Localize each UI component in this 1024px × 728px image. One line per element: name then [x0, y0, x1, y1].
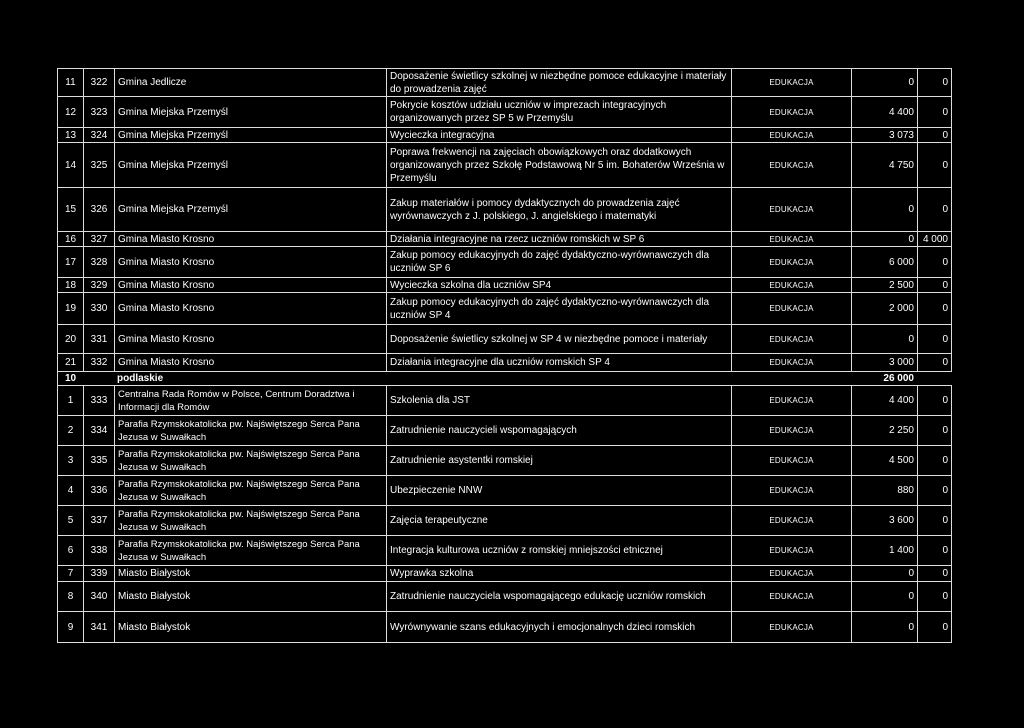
region-spacer — [731, 372, 851, 385]
row-nr: 332 — [83, 354, 114, 371]
row-amount-1: 4 400 — [851, 97, 917, 127]
row-nr: 338 — [83, 536, 114, 565]
row-category: EDUKACJA — [731, 128, 851, 142]
row-name: Gmina Miasto Krosno — [114, 247, 386, 277]
row-category: EDUKACJA — [731, 506, 851, 535]
row-nr: 336 — [83, 476, 114, 505]
row-task: Działania integracyjne dla uczniów romskich SP 4 — [386, 354, 731, 371]
row-name: Gmina Miejska Przemyśl — [114, 143, 386, 187]
row-name: Parafia Rzymskokatolicka pw. Najświętszego Serca Pana Jezusa w Suwałkach — [114, 536, 386, 565]
row-lp: 21 — [57, 354, 83, 371]
row-amount-1: 0 — [851, 232, 917, 246]
row-category: EDUKACJA — [731, 188, 851, 231]
row-amount-1: 3 073 — [851, 128, 917, 142]
grant-table — [57, 68, 952, 643]
row-task: Wycieczka szkolna dla uczniów SP4 — [386, 278, 731, 292]
row-lp: 11 — [57, 69, 83, 96]
row-name: Gmina Miasto Krosno — [114, 232, 386, 246]
row-nr: 327 — [83, 232, 114, 246]
row-name: Gmina Miejska Przemyśl — [114, 128, 386, 142]
row-nr: 326 — [83, 188, 114, 231]
table-row — [57, 278, 952, 293]
row-category: EDUKACJA — [731, 293, 851, 324]
row-amount-1: 0 — [851, 582, 917, 611]
row-amount-1: 0 — [851, 325, 917, 353]
row-name: Gmina Miasto Krosno — [114, 278, 386, 292]
row-amount-2: 0 — [917, 97, 952, 127]
row-amount-2: 0 — [917, 536, 952, 565]
row-name: Parafia Rzymskokatolicka pw. Najświętszego Serca Pana Jezusa w Suwałkach — [114, 446, 386, 475]
row-category: EDUKACJA — [731, 536, 851, 565]
row-task: Zajęcia terapeutyczne — [386, 506, 731, 535]
row-lp: 4 — [57, 476, 83, 505]
table-row — [57, 506, 952, 536]
row-name: Parafia Rzymskokatolicka pw. Najświętszego Serca Pana Jezusa w Suwałkach — [114, 416, 386, 445]
row-amount-1: 0 — [851, 69, 917, 96]
row-task: Zatrudnienie nauczycieli wspomagających — [386, 416, 731, 445]
row-amount-1: 2 000 — [851, 293, 917, 324]
row-amount-1: 0 — [851, 188, 917, 231]
row-name: Parafia Rzymskokatolicka pw. Najświętszego Serca Pana Jezusa w Suwałkach — [114, 476, 386, 505]
row-amount-1: 2 250 — [851, 416, 917, 445]
row-task: Zakup pomocy edukacyjnych do zajęć dydaktyczno-wyrównawczych dla uczniów SP 6 — [386, 247, 731, 277]
row-amount-1: 2 500 — [851, 278, 917, 292]
row-category: EDUKACJA — [731, 386, 851, 415]
row-lp: 7 — [57, 566, 83, 581]
row-lp: 5 — [57, 506, 83, 535]
row-category: EDUKACJA — [731, 446, 851, 475]
row-lp: 8 — [57, 582, 83, 611]
row-lp: 15 — [57, 188, 83, 231]
row-name: Gmina Miasto Krosno — [114, 293, 386, 324]
row-category: EDUKACJA — [731, 566, 851, 581]
row-category: EDUKACJA — [731, 325, 851, 353]
row-amount-2: 0 — [917, 69, 952, 96]
row-nr: 330 — [83, 293, 114, 324]
row-name: Miasto Białystok — [114, 582, 386, 611]
table-row — [57, 97, 952, 128]
table-row — [57, 416, 952, 446]
row-task: Poprawa frekwencji na zajęciach obowiązkowych oraz dodatkowych organizowanych przez Szkołę Podstawową Nr 5 im. Bohaterów Września w Przemyślu — [386, 143, 731, 187]
table-row — [57, 68, 952, 97]
table-row — [57, 293, 952, 325]
row-amount-2: 0 — [917, 354, 952, 371]
row-amount-2: 0 — [917, 247, 952, 277]
region-total: 26 000 — [883, 373, 914, 384]
row-amount-2: 0 — [917, 506, 952, 535]
row-name: Parafia Rzymskokatolicka pw. Najświętszego Serca Pana Jezusa w Suwałkach — [114, 506, 386, 535]
row-amount-1: 880 — [851, 476, 917, 505]
row-lp: 12 — [57, 97, 83, 127]
row-name: Miasto Białystok — [114, 612, 386, 642]
row-task: Wyprawka szkolna — [386, 566, 731, 581]
row-nr: 341 — [83, 612, 114, 642]
row-category: EDUKACJA — [731, 97, 851, 127]
row-lp: 3 — [57, 446, 83, 475]
table-row — [57, 536, 952, 566]
row-amount-1: 3 000 — [851, 354, 917, 371]
row-amount-1: 0 — [851, 566, 917, 581]
row-nr: 324 — [83, 128, 114, 142]
row-nr: 329 — [83, 278, 114, 292]
row-lp: 1 — [57, 386, 83, 415]
row-lp: 18 — [57, 278, 83, 292]
row-amount-1: 4 400 — [851, 386, 917, 415]
row-amount-2: 0 — [917, 188, 952, 231]
row-category: EDUKACJA — [731, 476, 851, 505]
table-row — [57, 582, 952, 612]
row-lp: 14 — [57, 143, 83, 187]
row-name: Gmina Miasto Krosno — [114, 325, 386, 353]
row-amount-2: 0 — [917, 143, 952, 187]
row-nr: 323 — [83, 97, 114, 127]
row-task: Wycieczka integracyjna — [386, 128, 731, 142]
row-amount-2: 0 — [917, 582, 952, 611]
row-lp: 9 — [57, 612, 83, 642]
row-category: EDUKACJA — [731, 143, 851, 187]
row-category: EDUKACJA — [731, 247, 851, 277]
table-row — [57, 354, 952, 372]
table-row — [57, 446, 952, 476]
row-lp: 13 — [57, 128, 83, 142]
row-category: EDUKACJA — [731, 69, 851, 96]
row-task: Integracja kulturowa uczniów z romskiej mniejszości etnicznej — [386, 536, 731, 565]
row-category: EDUKACJA — [731, 278, 851, 292]
row-amount-1: 4 500 — [851, 446, 917, 475]
row-nr: 322 — [83, 69, 114, 96]
row-task: Pokrycie kosztów udziału uczniów w imprezach integracyjnych organizowanych przez SP 5 w Przemyślu — [386, 97, 731, 127]
row-amount-2: 0 — [917, 325, 952, 353]
region-spacer — [83, 372, 114, 385]
row-task: Szkolenia dla JST — [386, 386, 731, 415]
row-nr: 328 — [83, 247, 114, 277]
row-lp: 17 — [57, 247, 83, 277]
row-name: Gmina Jedlicze — [114, 69, 386, 96]
row-lp: 20 — [57, 325, 83, 353]
region-lp: 10 — [57, 372, 83, 385]
table-row — [57, 232, 952, 247]
table-row — [57, 143, 952, 188]
region-header-row — [57, 372, 952, 386]
row-task: Zakup materiałów i pomocy dydaktycznych do prowadzenia zajęć wyrównawczych z J. polskiego, J. angielskiego i matematyki — [386, 188, 731, 231]
row-amount-1: 0 — [851, 612, 917, 642]
row-nr: 331 — [83, 325, 114, 353]
row-nr: 337 — [83, 506, 114, 535]
row-amount-2: 0 — [917, 612, 952, 642]
row-task: Zatrudnienie nauczyciela wspomagającego edukację uczniów romskich — [386, 582, 731, 611]
row-category: EDUKACJA — [731, 232, 851, 246]
row-task: Doposażenie świetlicy szkolnej w niezbędne pomoce edukacyjne i materiały do prowadzenia zajęć — [386, 69, 731, 96]
row-nr: 335 — [83, 446, 114, 475]
row-nr: 334 — [83, 416, 114, 445]
row-name: Gmina Miasto Krosno — [114, 354, 386, 371]
row-task: Wyrównywanie szans edukacyjnych i emocjonalnych dzieci romskich — [386, 612, 731, 642]
row-category: EDUKACJA — [731, 582, 851, 611]
row-task: Zakup pomocy edukacyjnych do zajęć dydaktyczno-wyrównawczych dla uczniów SP 4 — [386, 293, 731, 324]
table-row — [57, 386, 952, 416]
row-lp: 2 — [57, 416, 83, 445]
row-lp: 16 — [57, 232, 83, 246]
row-amount-1: 4 750 — [851, 143, 917, 187]
row-amount-2: 4 000 — [917, 232, 952, 246]
row-name: Miasto Białystok — [114, 566, 386, 581]
row-amount-2: 0 — [917, 566, 952, 581]
row-task: Zatrudnienie asystentki romskiej — [386, 446, 731, 475]
row-lp: 19 — [57, 293, 83, 324]
table-row — [57, 247, 952, 278]
region-name: podlaskie — [117, 373, 164, 384]
row-category: EDUKACJA — [731, 612, 851, 642]
table-row — [57, 128, 952, 143]
row-category: EDUKACJA — [731, 416, 851, 445]
region-spacer — [917, 372, 952, 385]
row-nr: 325 — [83, 143, 114, 187]
table-row — [57, 476, 952, 506]
row-amount-2: 0 — [917, 476, 952, 505]
row-task: Doposażenie świetlicy szkolnej w SP 4 w niezbędne pomoce i materiały — [386, 325, 731, 353]
table-row — [57, 612, 952, 643]
row-amount-1: 6 000 — [851, 247, 917, 277]
row-task: Ubezpieczenie NNW — [386, 476, 731, 505]
table-row — [57, 188, 952, 232]
row-amount-2: 0 — [917, 293, 952, 324]
row-nr: 339 — [83, 566, 114, 581]
row-category: EDUKACJA — [731, 354, 851, 371]
region-spacer — [386, 372, 731, 385]
row-lp: 6 — [57, 536, 83, 565]
row-task: Działania integracyjne na rzecz uczniów romskich w SP 6 — [386, 232, 731, 246]
table-row — [57, 566, 952, 582]
row-amount-2: 0 — [917, 128, 952, 142]
row-nr: 333 — [83, 386, 114, 415]
row-amount-2: 0 — [917, 416, 952, 445]
row-amount-2: 0 — [917, 446, 952, 475]
row-amount-1: 1 400 — [851, 536, 917, 565]
row-amount-1: 3 600 — [851, 506, 917, 535]
row-amount-2: 0 — [917, 386, 952, 415]
row-name: Gmina Miejska Przemyśl — [114, 97, 386, 127]
row-amount-2: 0 — [917, 278, 952, 292]
row-nr: 340 — [83, 582, 114, 611]
row-name: Gmina Miejska Przemyśl — [114, 188, 386, 231]
row-name: Centralna Rada Romów w Polsce, Centrum Doradztwa i Informacji dla Romów — [114, 386, 386, 415]
table-row — [57, 325, 952, 354]
